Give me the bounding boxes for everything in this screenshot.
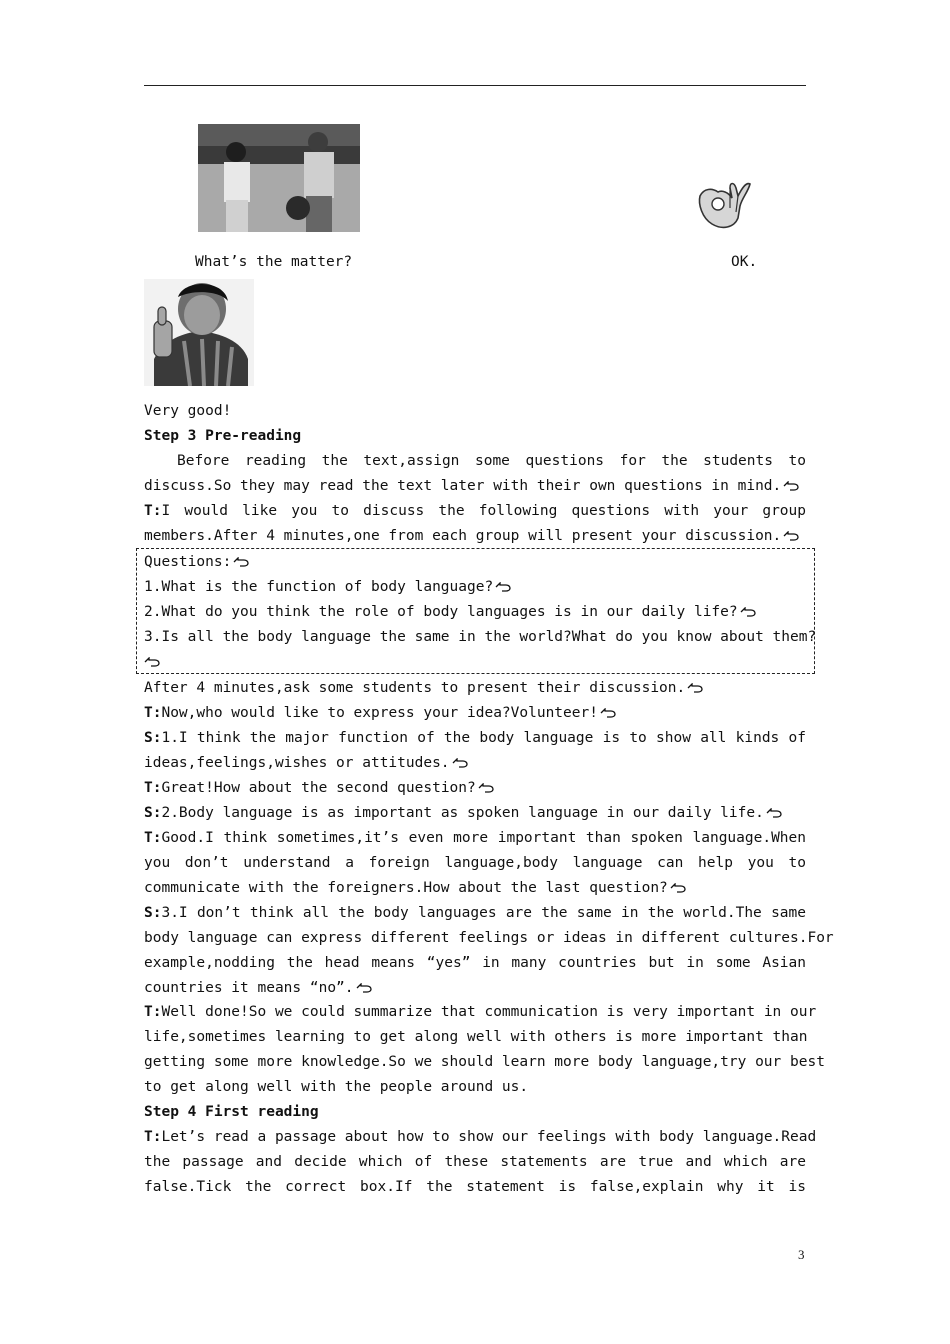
paragraph-line: After 4 minutes,ask some students to present their discussion. [144,676,806,701]
paragraph-line: discuss.So they may read the text later with their own questions in mind. [144,474,806,499]
questions-heading: Questions: [144,550,806,575]
thumbs-up-man-photo [144,279,254,386]
return-mark-icon [687,683,703,693]
dialogue-line: T:Great!How about the second question? [144,776,806,801]
basketball-players-photo [198,124,360,232]
page-number: 3 [798,1247,805,1262]
dialogue-line: S:3.I don’t think all the body languages are the same in the world.The same [144,905,806,921]
dialogue-line: countries it means “no”. [144,976,806,1001]
dialogue-line: example,nodding the head means “yes” in many countries but in some Asian [144,955,806,971]
dialogue-line: false.Tick the correct box.If the statement is false,explain why it is [144,1179,806,1195]
caption-ok: OK. [731,254,758,270]
return-mark-icon [144,657,160,667]
return-mark-icon [478,783,494,793]
dialogue-line: getting some more knowledge.So we should learn more body language,try our best [144,1054,825,1070]
dialogue-line: the passage and decide which of these statements are true and which are [144,1154,806,1170]
dialogue-line: life,sometimes learning to get along well with others is more important than [144,1029,808,1045]
header-rule [144,85,806,86]
dialogue-line: T:Now,who would like to express your idea?Volunteer! [144,701,806,726]
dialogue-line: T:Well done!So we could summarize that communication is very important in our [144,1004,817,1020]
return-mark-icon [766,808,782,818]
return-mark-icon [740,607,756,617]
return-mark-icon [670,883,686,893]
return-mark-icon [452,758,468,768]
dialogue-line: S:1.I think the major function of the body language is to show all kinds of [144,730,806,746]
dialogue-line: you don’t understand a foreign language,body language can help you to [144,855,806,871]
return-mark-icon [600,708,616,718]
caption-thumbs-up: Very good! [144,403,232,419]
caption-basketball: What’s the matter? [195,254,353,270]
dialogue-line: ideas,feelings,wishes or attitudes. [144,751,806,776]
question-item: 2.What do you think the role of body languages is in our daily life? [144,600,806,625]
paragraph-line: T:I would like you to discuss the following questions with your group [144,503,806,519]
ok-hand-gesture-icon [694,178,754,234]
dialogue-line: communicate with the foreigners.How about the last question? [144,876,806,901]
question-item-tail [144,650,806,675]
return-mark-icon [233,557,249,567]
question-item: 1.What is the function of body language? [144,575,806,600]
paragraph-line: members.After 4 minutes,one from each group will present your discussion. [144,524,806,549]
paragraph-line: Before reading the text,assign some questions for the students to [177,453,806,469]
return-mark-icon [783,481,799,491]
question-item: 3.Is all the body language the same in the world?What do you know about them? [144,629,817,645]
dialogue-line: to get along well with the people around us. [144,1079,529,1095]
step-4-heading: Step 4 First reading [144,1104,319,1120]
dialogue-line: T:Let’s read a passage about how to show our feelings with body language.Read [144,1129,817,1145]
return-mark-icon [495,582,511,592]
return-mark-icon [783,531,799,541]
step-3-heading: Step 3 Pre-reading [144,428,302,444]
dialogue-line: T:Good.I think sometimes,it’s even more important than spoken language.When [144,830,806,846]
dialogue-line: body language can express different feelings or ideas in different cultures.For [144,930,834,946]
return-mark-icon [356,983,372,993]
dialogue-line: S:2.Body language is as important as spoken language in our daily life. [144,801,806,826]
